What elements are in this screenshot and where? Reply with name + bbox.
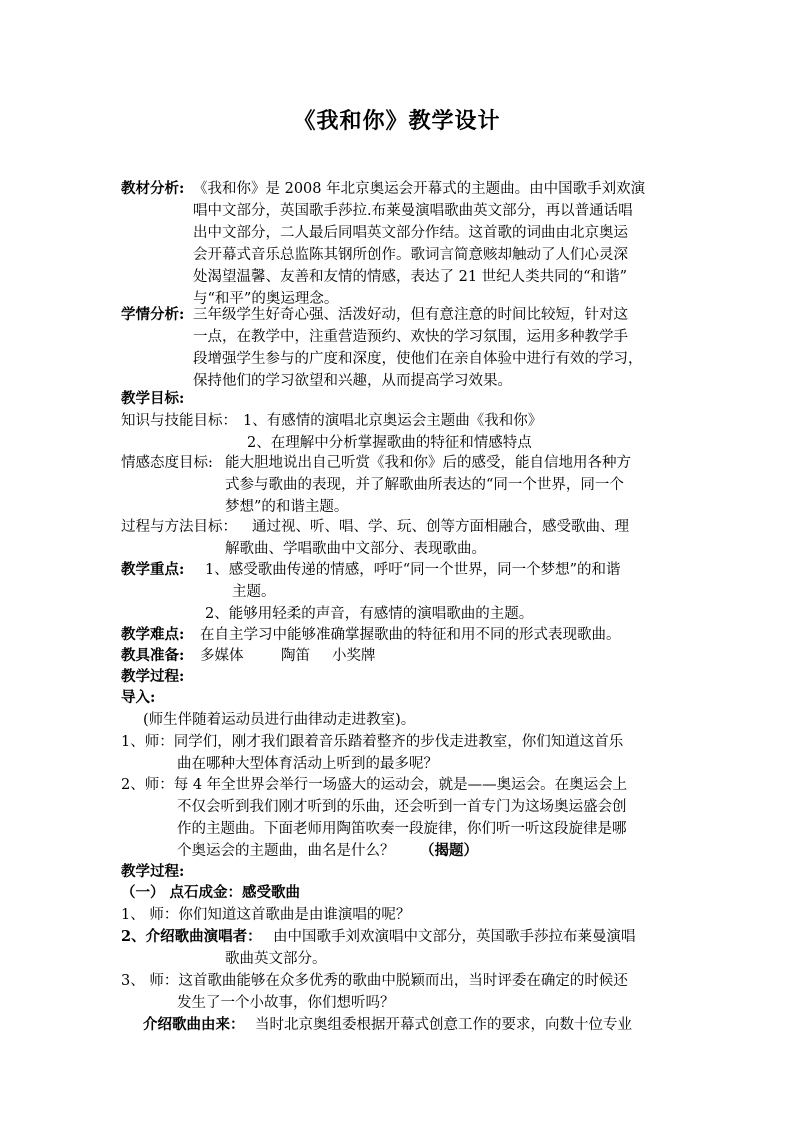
qinggan-label: 情感态度目标: <box>121 455 213 471</box>
nandian-label: 教学难点: <box>121 626 185 643</box>
section-item: 歌曲英文部分。 <box>225 951 327 967</box>
singer-label: 2、介绍歌曲演唱者： <box>121 928 262 945</box>
daoru-note: (师生伴随着运动员进行曲律动走进教室)。 <box>143 712 416 728</box>
zhongdian-item: 1、感受歌曲传递的情感，呼吁“同一个世界，同一个梦想”的和谐 <box>205 562 621 578</box>
qinggan-line: 式参与歌曲的表现，并了解歌曲所表达的“同一个世界，同一个 <box>225 477 624 493</box>
xueqing-line: 保持他们的学习欲望和兴趣，从而提高学习效果。 <box>193 373 512 389</box>
zhunbei-label: 教具准备: <box>121 647 185 664</box>
section-item: 3、 师：这首歌曲能够在众多优秀的歌曲中脱颖而出，当时评委在确定的时候还 <box>121 973 628 989</box>
xueqing-line: 三年级学生好奇心强、活泼好动，但有意注意的时间比较短，针对这 <box>193 307 628 323</box>
jiaocai-line: 《我和你》是 2008 年北京奥运会开幕式的主题曲。由中国歌手刘欢演 <box>193 181 646 197</box>
zhunbei-item: 陶笛 <box>281 648 310 664</box>
daoru-item: 作的主题曲。下面老师用陶笛吹奏一段旋律，你们听一听这段旋律是哪 <box>177 821 627 837</box>
xueqing-line: 一点，在教学中，注重营造预约、欢快的学习氛围，运用多种教学手 <box>193 329 628 345</box>
jiaocai-line: 会开幕式音乐总监陈其钢所创作。歌词言简意赅却触动了人们心灵深 <box>193 247 628 263</box>
origin-text: 当时北京奥组委根据开幕式创意工作的要求，向数十位专业 <box>255 1017 632 1033</box>
zhishi-item: 1、有感情的演唱北京奥运会主题曲《我和你》 <box>243 413 543 429</box>
origin-label: 介绍歌曲由来： <box>143 1016 245 1033</box>
daoru-heading: 导入: <box>121 689 156 706</box>
jiaocai-line: 与“和平”的奥运理念。 <box>193 291 339 307</box>
section-item: 1、 师：你们知道这首歌曲是由谁演唱的呢？ <box>121 907 411 923</box>
daoru-item: 2、师：每 4 年全世界会举行一场盛大的运动会，就是——奥运会。在奥运会上 <box>121 777 628 793</box>
daoru-item: 不仅会听到我们刚才听到的乐曲，还会听到一首专门为这场奥运盛会创 <box>177 799 627 815</box>
daoru-item: 个奥运会的主题曲，曲名是什么？ <box>177 843 395 859</box>
guocheng-line: 通过视、听、唱、学、玩、创等方面相融合，感受歌曲、理 <box>252 519 629 535</box>
jiaocai-line: 唱中文部分，英国歌手莎拉.布莱曼演唱歌曲英文部分，再以普通话唱 <box>193 203 633 219</box>
daoru-item: 1、师：同学们，刚才我们跟着音乐踏着整齐的步伐走进教室，你们知道这首乐 <box>121 734 624 750</box>
guocheng-label: 过程与方法目标： <box>121 519 237 535</box>
jieti-tag: （揭题） <box>420 842 478 859</box>
daoru-item: 曲在哪种大型体育活动上听到的最多呢？ <box>177 756 438 772</box>
zhishi-label: 知识与技能目标： <box>121 413 237 429</box>
zhishi-item: 2、在理解中分析掌握歌曲的特征和情感特点 <box>247 435 532 451</box>
nandian-text: 在自主学习中能够准确掌握歌曲的特征和用不同的形式表现歌曲。 <box>200 627 621 643</box>
section-item: 由中国歌手刘欢演唱中文部分，英国歌手莎拉布莱曼演唱 <box>273 929 636 945</box>
zhongdian-item: 主题。 <box>232 584 276 600</box>
process-heading: 教学过程: <box>121 863 185 880</box>
qinggan-line: 能大胆地说出自己听赏《我和你》后的感受，能自信地用各种方 <box>225 455 631 471</box>
zhongdian-label: 教学重点: <box>121 561 185 578</box>
jiaocai-line: 处渴望温馨、友善和友情的情感，表达了 21 世纪人类共同的“和谐” <box>193 269 627 285</box>
jiaocai-label: 教材分析: <box>121 180 185 197</box>
mubiao-heading: 教学目标: <box>121 390 185 407</box>
page-title: 《我和你》教学设计 <box>293 108 501 134</box>
zhongdian-item: 2、能够用轻柔的声音，有感情的演唱歌曲的主题。 <box>205 606 534 622</box>
xueqing-line: 段增强学生参与的广度和深度，使他们在亲自体验中进行有效的学习， <box>193 351 643 367</box>
xueqing-label: 学情分析: <box>121 306 185 323</box>
jiaocai-line: 出中文部分，二人最后同唱英文部分作结。这首歌的词曲由北京奥运 <box>193 225 628 241</box>
guocheng-line: 解歌曲、学唱歌曲中文部分、表现歌曲。 <box>225 541 486 557</box>
zhunbei-item: 多媒体 <box>200 648 244 664</box>
zhunbei-item: 小奖牌 <box>332 648 376 664</box>
section-item: 发生了一个小故事，你们想听吗？ <box>177 995 395 1011</box>
process-heading: 教学过程: <box>121 668 185 685</box>
section-heading: （一） 点石成金：感受歌曲 <box>121 884 301 901</box>
qinggan-line: 梦想”的和谐主题。 <box>225 499 349 515</box>
